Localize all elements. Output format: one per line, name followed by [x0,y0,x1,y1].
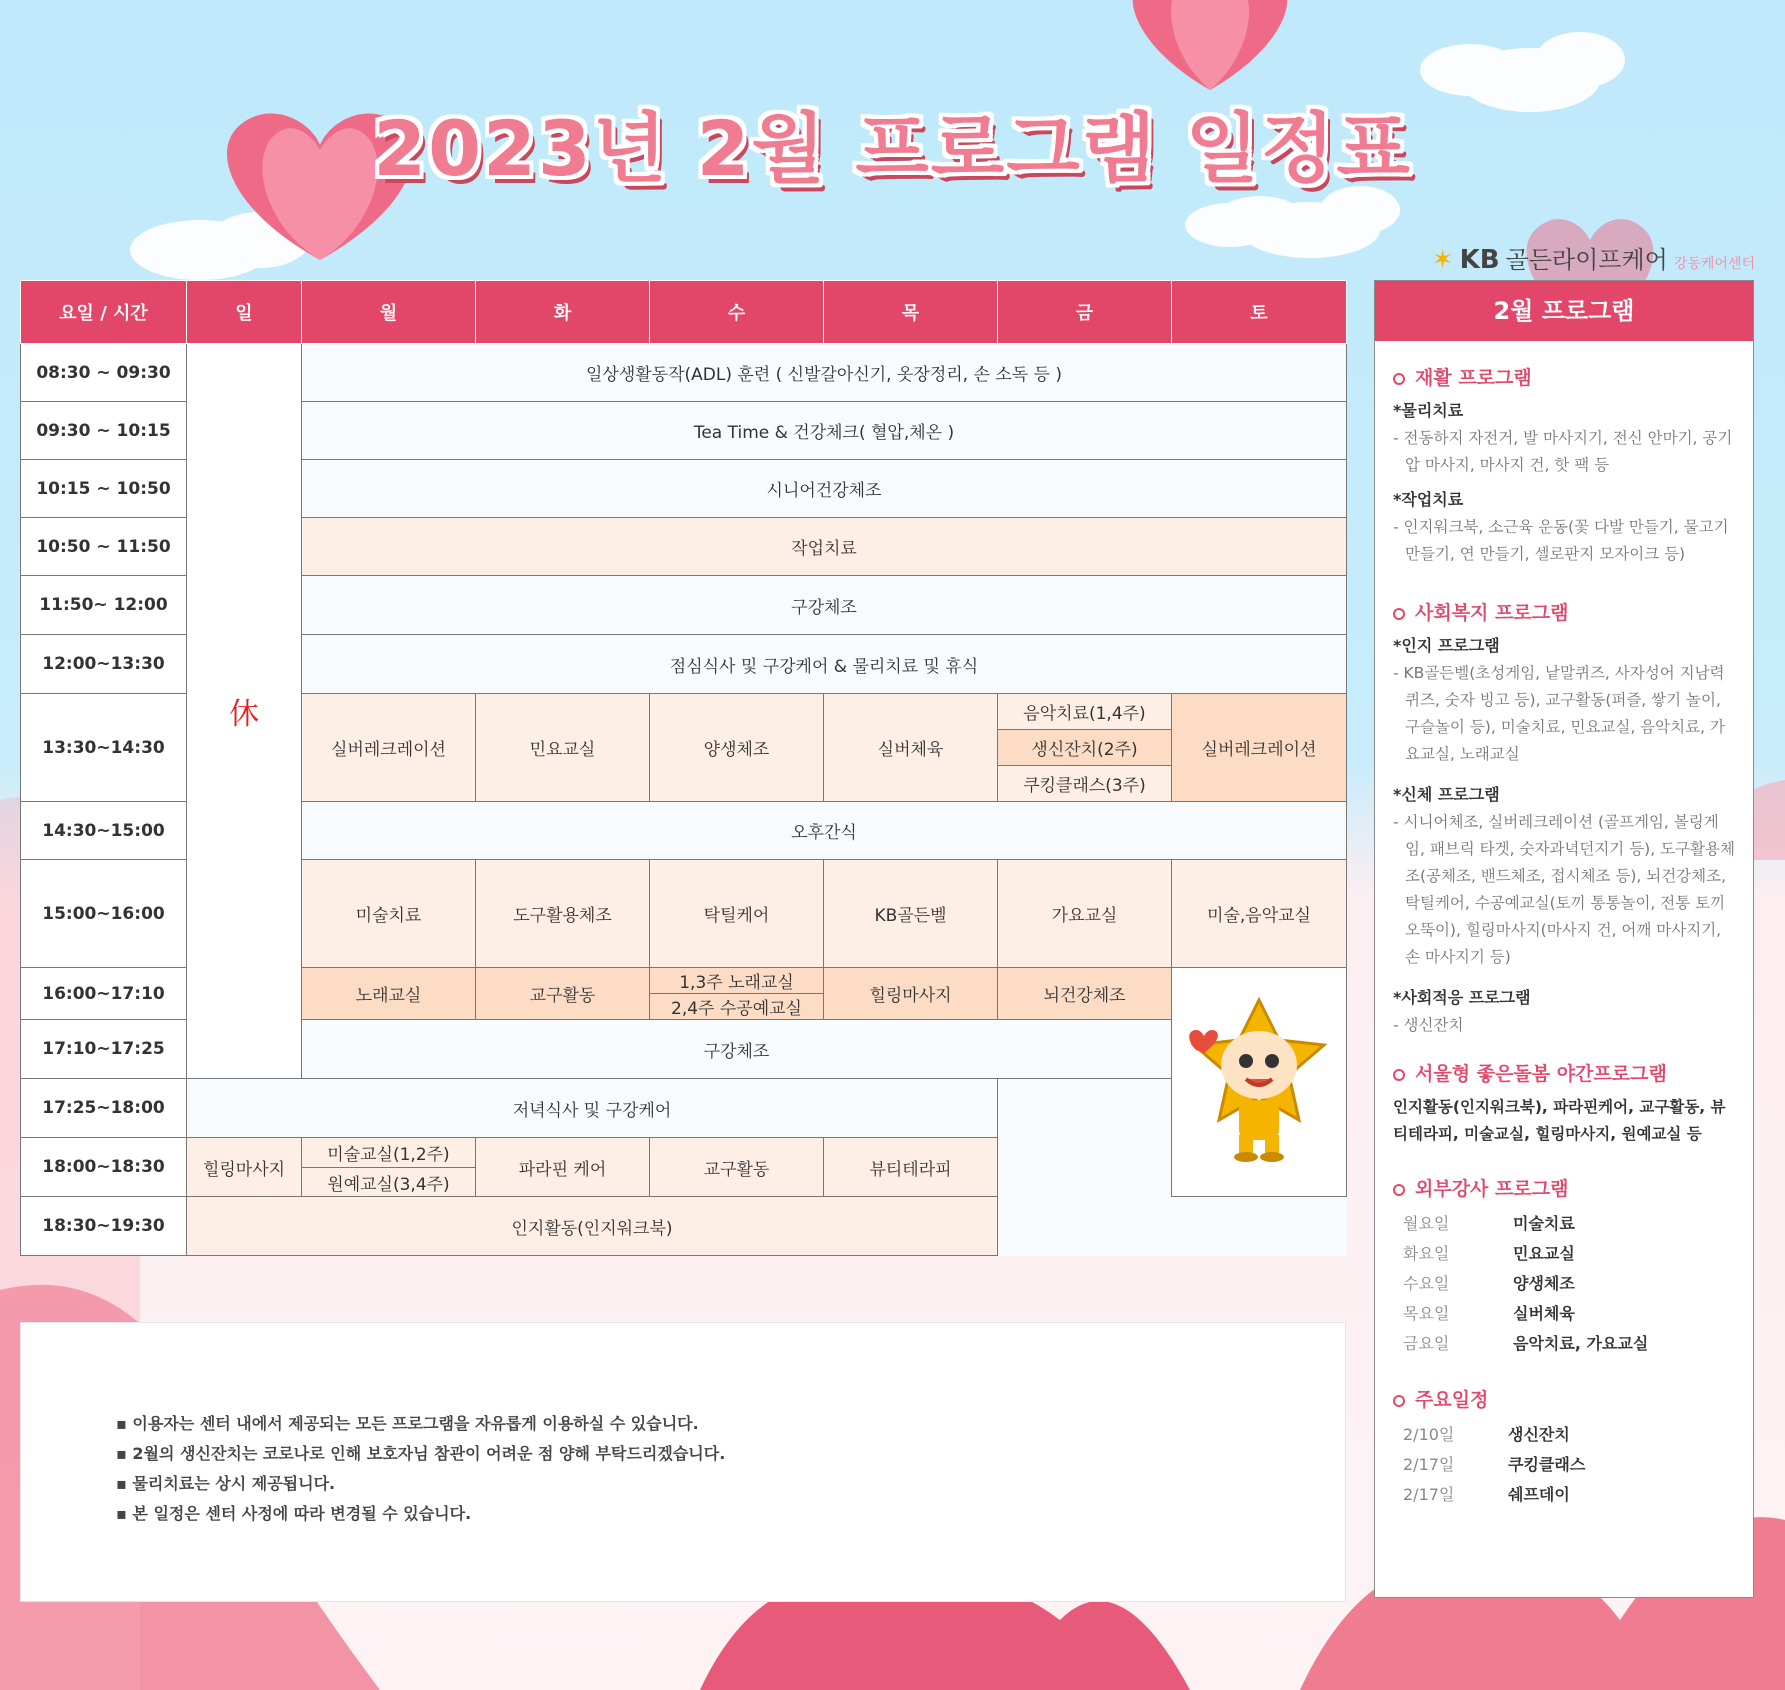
time-cell: 13:30~14:30 [21,694,187,802]
rehab-heading: 재활 프로그램 [1415,367,1532,389]
program-cell: 음악치료(1,4주) [998,694,1172,730]
program-cell: 1,3주 노래교실 [650,968,824,994]
welfare-heading: 사회복지 프로그램 [1415,602,1569,624]
table-row [21,1138,1347,1168]
events-heading: 주요일정 [1415,1389,1489,1411]
external-program: 미술치료 [1513,1214,1575,1233]
sunday-closed-cell: 休 [187,344,302,1079]
pt-desc: - 전동하지 자전거, 발 마사지기, 전신 안마기, 공기압 마사지, 마사지 건, 핫 팩 등 [1393,429,1733,474]
external-day: 화요일 [1403,1244,1450,1263]
event-name: 생신잔치 [1508,1425,1570,1444]
schedule-table [20,280,1347,1256]
circle-bullet-icon [1393,373,1405,385]
header-sat: 토 [1172,281,1347,344]
time-cell: 17:25~18:00 [21,1079,187,1138]
external-day: 수요일 [1403,1274,1450,1293]
external-program: 양생체조 [1513,1274,1575,1293]
sidebar-title: 2월 프로그램 [1375,281,1753,341]
time-cell: 09:30 ~ 10:15 [21,402,187,460]
program-cell: 파라핀 케어 [476,1138,650,1197]
table-header-row [21,281,1347,344]
circle-bullet-icon [1393,1184,1405,1196]
header-thu: 목 [824,281,998,344]
kb-star-mascot-icon [1184,995,1334,1165]
brand-logo [1432,240,1755,275]
external-day: 금요일 [1403,1334,1450,1353]
external-program: 실버체육 [1513,1304,1575,1323]
circle-bullet-icon [1393,608,1405,620]
program-cell: 생신잔치(2주) [998,730,1172,766]
table-row [21,344,1347,402]
logo-brand: KB [1459,245,1500,275]
external-section [1375,1174,1753,1359]
event-row [1393,1450,1735,1480]
event-name: 쉐프데이 [1508,1485,1570,1504]
header-time: 요일 / 시간 [21,281,187,344]
program-cell: 구강체조 [302,576,1347,635]
note-item: ▪ 물리치료는 상시 제공됩니다. [116,1469,725,1499]
event-date: 2/10일 [1403,1425,1455,1444]
program-cell: 실버체육 [824,694,998,802]
time-cell: 10:15 ~ 10:50 [21,460,187,518]
program-cell: 일상생활동작(ADL) 훈련 ( 신발갈아신기, 옷장정리, 손 소독 등 ) [302,344,1347,402]
events-section [1375,1385,1753,1510]
social-desc: - 생신잔치 [1393,1016,1464,1034]
night-desc: 인지활동(인지워크북), 파라핀케어, 교구활동, 뷰티테라피, 미술교실, 힐링마사지, 원예교실 등 [1393,1098,1726,1143]
external-row [1393,1209,1735,1239]
time-cell: 18:30~19:30 [21,1197,187,1256]
ot-title: *작업치료 [1393,490,1464,509]
external-heading: 외부강사 프로그램 [1415,1178,1569,1200]
program-cell: 뷰티테라피 [824,1138,998,1197]
page-title: 2023년 2월 프로그램 일정표 [373,104,1412,193]
program-cell: 원예교실(3,4주) [302,1168,476,1197]
body-title: *신체 프로그램 [1393,785,1500,804]
external-day: 월요일 [1403,1214,1450,1233]
time-cell: 10:50 ~ 11:50 [21,518,187,576]
program-cell: Tea Time & 건강체크( 혈압,체온 ) [302,402,1347,460]
program-cell: 힐링마사지 [824,968,998,1020]
table-row [21,1079,1347,1138]
program-cell: 양생체조 [650,694,824,802]
event-name: 쿠킹클래스 [1508,1455,1586,1474]
table-row [21,1197,1347,1256]
external-row [1393,1239,1735,1269]
note-item: ▪ 2월의 생신잔치는 코로나로 인해 보호자님 참관이 어려운 점 양해 부탁드리겠습니다. [116,1439,725,1469]
program-cell: 교구활동 [650,1138,824,1197]
program-cell: 탁틸케어 [650,860,824,968]
program-cell: 미술교실(1,2주) [302,1138,476,1168]
program-cell: 2,4주 수공예교실 [650,994,824,1020]
logo-name: 골든라이프케어 [1505,246,1668,274]
ot-desc: - 인지워크북, 소근육 운동(꽃 다발 만들기, 물고기 만들기, 연 만들기, 셀로판지 모자이크 등) [1393,518,1729,563]
program-cell: 인지활동(인지워크북) [187,1197,998,1256]
pt-title: *물리치료 [1393,401,1464,420]
program-cell: 저녁식사 및 구강케어 [187,1079,998,1138]
program-cell: KB골든벨 [824,860,998,968]
program-cell: 노래교실 [302,968,476,1020]
mascot-cell [1172,968,1347,1197]
program-cell: 민요교실 [476,694,650,802]
program-cell: 시니어건강체조 [302,460,1347,518]
program-cell: 실버레크레이션 [1172,694,1347,802]
rehab-section [1375,363,1753,568]
program-cell: 미술치료 [302,860,476,968]
header-sun: 일 [187,281,302,344]
note-item: ▪ 이용자는 센터 내에서 제공되는 모든 프로그램을 자유롭게 이용하실 수 있습니다. [116,1409,725,1439]
program-cell: 실버레크레이션 [302,694,476,802]
night-heading: 서울형 좋은돌봄 야간프로그램 [1415,1063,1667,1085]
cog-title: *인지 프로그램 [1393,636,1500,655]
time-cell: 15:00~16:00 [21,860,187,968]
logo-center: 강동케어센터 [1673,256,1755,272]
kb-star-icon: ✶ [1431,245,1454,275]
program-cell: 작업치료 [302,518,1347,576]
program-cell: 오후간식 [302,802,1347,860]
event-date: 2/17일 [1403,1485,1455,1504]
event-row [1393,1420,1735,1450]
event-date: 2/17일 [1403,1455,1455,1474]
time-cell: 18:00~18:30 [21,1138,187,1197]
notes-list [21,1409,725,1529]
program-cell: 가요교실 [998,860,1172,968]
notes-box [20,1322,1346,1602]
program-cell: 쿠킹클래스(3주) [998,766,1172,802]
header-tue: 화 [476,281,650,344]
time-cell: 08:30 ~ 09:30 [21,344,187,402]
note-item: ▪ 본 일정은 센터 사정에 따라 변경될 수 있습니다. [116,1499,725,1529]
welfare-section [1375,598,1753,1039]
time-cell: 17:10~17:25 [21,1020,187,1079]
program-sidebar [1374,280,1754,1598]
program-cell: 구강체조 [302,1020,1172,1079]
night-section [1375,1059,1753,1148]
circle-bullet-icon [1393,1395,1405,1407]
body-desc: - 시니어체조, 실버레크레이션 (골프게임, 볼링게임, 패브릭 타겟, 숫자과녁던지기 등), 도구활용체조(공체조, 밴드체조, 접시체조 등), 뇌건강체조, 탁틸케어, 수공예교실(토끼 통통놀이, 전통 토끼 오뚝이), 힐링마사지(마사지 건, 어깨 마사지기, 손 마사지기 등) [1393,813,1735,966]
program-cell: 도구활용체조 [476,860,650,968]
event-row [1393,1480,1735,1510]
external-program: 민요교실 [1513,1244,1575,1263]
time-cell: 12:00~13:30 [21,635,187,694]
header-mon: 월 [302,281,476,344]
time-cell: 14:30~15:00 [21,802,187,860]
program-cell: 점심식사 및 구강케어 & 물리치료 및 휴식 [302,635,1347,694]
external-row [1393,1329,1735,1359]
header-wed: 수 [650,281,824,344]
social-title: *사회적응 프로그램 [1393,988,1531,1007]
external-program: 음악치료, 가요교실 [1513,1334,1649,1353]
program-cell: 교구활동 [476,968,650,1020]
program-cell: 뇌건강체조 [998,968,1172,1020]
circle-bullet-icon [1393,1069,1405,1081]
cog-desc: - KB골든벨(초성게임, 낱말퀴즈, 사자성어 지남력 퀴즈, 숫자 빙고 등), 교구활동(퍼즐, 쌓기 놀이, 구슬놀이 등), 미술치료, 민요교실, 음악치료, 가요교실, 노래교실 [1393,664,1725,763]
external-day: 목요일 [1403,1304,1450,1323]
external-row [1393,1299,1735,1329]
external-row [1393,1269,1735,1299]
program-cell: 힐링마사지 [187,1138,302,1197]
header-fri: 금 [998,281,1172,344]
program-cell: 미술,음악교실 [1172,860,1347,968]
time-cell: 11:50~ 12:00 [21,576,187,635]
time-cell: 16:00~17:10 [21,968,187,1020]
